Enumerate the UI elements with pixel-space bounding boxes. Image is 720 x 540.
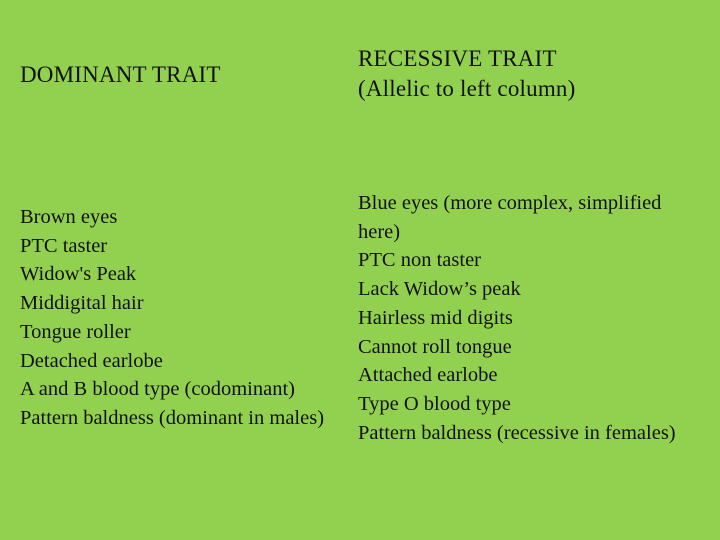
dominant-trait-item: Brown eyes: [20, 206, 118, 228]
dominant-trait-item: Pattern baldness (dominant in males): [20, 406, 325, 429]
recessive-heading-line-2: (Allelic to left column): [358, 76, 576, 101]
recessive-trait-item: Hairless mid digits: [358, 306, 513, 329]
dominant-trait-item: Tongue roller: [20, 320, 131, 343]
recessive-trait-item: Type O blood type: [358, 392, 511, 415]
recessive-trait-item: Blue eyes (more complex, simplified here): [358, 192, 662, 243]
recessive-heading-line-1: RECESSIVE TRAIT: [358, 46, 557, 71]
recessive-trait-item: PTC non taster: [358, 249, 481, 272]
dominant-trait-item: A and B blood type (codominant): [20, 378, 295, 401]
dominant-trait-item: PTC taster: [20, 234, 108, 257]
recessive-trait-item: Pattern baldness (recessive in females): [358, 421, 676, 444]
dominant-trait-item: Widow's Peak: [20, 263, 137, 286]
dominant-trait-item: Detached earlobe: [20, 349, 163, 372]
recessive-trait-list: [358, 189, 698, 447]
dominant-trait-heading: DOMINANT TRAIT: [20, 62, 221, 87]
dominant-trait-item: Middigital hair: [20, 292, 144, 315]
recessive-trait-heading: [358, 44, 698, 104]
recessive-trait-item: Attached earlobe: [358, 364, 498, 387]
recessive-trait-item: Lack Widow’s peak: [358, 278, 521, 301]
dominant-trait-list: [20, 203, 355, 433]
recessive-trait-item: Cannot roll tongue: [358, 335, 512, 358]
